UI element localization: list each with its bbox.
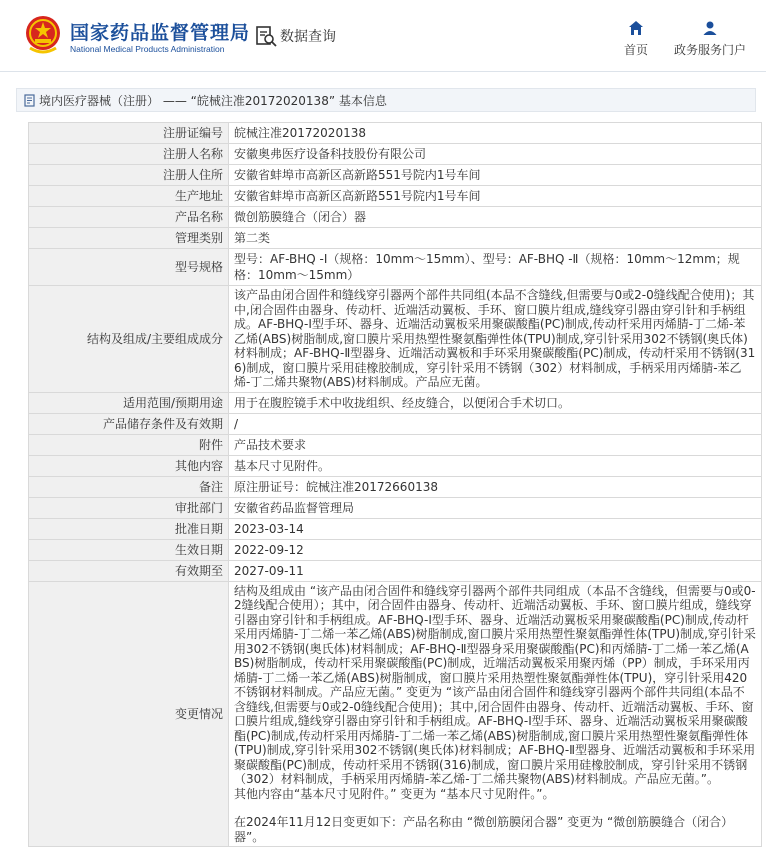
table-row xyxy=(29,455,762,476)
field-label: 管理类别 xyxy=(29,228,229,249)
table-row xyxy=(29,165,762,186)
field-label: 产品名称 xyxy=(29,207,229,228)
table-row xyxy=(29,123,762,144)
approval-department: 安徽省药品监督管理局 xyxy=(229,497,762,518)
table-row xyxy=(29,497,762,518)
site-header xyxy=(0,0,766,72)
product-name: 微创筋膜缝合（闭合）器 xyxy=(229,207,762,228)
change-name-text: 在2024年11月12日变更如下：产品名称由 “微创筋膜闭合器” 变更为 “微创筋膜缝合（闭合）器”。 xyxy=(234,815,734,844)
table-row xyxy=(29,434,762,455)
table-row xyxy=(29,539,762,560)
table-row xyxy=(29,228,762,249)
registrant-name: 安徽奥弗医疗设备科技股份有限公司 xyxy=(229,144,762,165)
change-other-text: 其他内容由“基本尺寸见附件。” 变更为 “基本尺寸见附件。”。 xyxy=(234,786,555,801)
field-label: 附件 xyxy=(29,434,229,455)
table-row xyxy=(29,249,762,286)
registrant-address: 安徽省蚌埠市高新区高新路551号院内1号车间 xyxy=(229,165,762,186)
document-icon xyxy=(23,94,36,107)
field-label: 型号规格 xyxy=(29,249,229,286)
approval-date: 2023-03-14 xyxy=(229,518,762,539)
table-row xyxy=(29,186,762,207)
field-label: 适用范围/预期用途 xyxy=(29,392,229,413)
production-address: 安徽省蚌埠市高新区高新路551号院内1号车间 xyxy=(229,186,762,207)
nav-home[interactable] xyxy=(624,20,648,58)
home-icon xyxy=(628,20,644,36)
field-label: 注册人名称 xyxy=(29,144,229,165)
remarks: 原注册证号：皖械注准20172660138 xyxy=(229,476,762,497)
data-query-label: 数据查询 xyxy=(280,29,336,45)
table-row xyxy=(29,560,762,581)
field-label: 生产地址 xyxy=(29,186,229,207)
change-history xyxy=(229,581,762,847)
table-row xyxy=(29,581,762,847)
field-label: 变更情况 xyxy=(29,581,229,847)
field-label: 备注 xyxy=(29,476,229,497)
site-title: 国家药品监督管理局 xyxy=(70,22,251,44)
table-row xyxy=(29,476,762,497)
user-icon xyxy=(702,20,718,36)
table-row xyxy=(29,207,762,228)
expiry-date: 2027-09-11 xyxy=(229,560,762,581)
effective-date: 2022-09-12 xyxy=(229,539,762,560)
other-content: 基本尺寸见附件。 xyxy=(229,455,762,476)
table-row xyxy=(29,286,762,393)
field-label: 产品储存条件及有效期 xyxy=(29,413,229,434)
nav-service-portal[interactable] xyxy=(674,20,746,58)
document-search-icon xyxy=(254,24,278,48)
table-row xyxy=(29,518,762,539)
attachment: 产品技术要求 xyxy=(229,434,762,455)
model-specification: 型号：AF-BHQ -Ⅰ（规格：10mm～15mm）、型号：AF-BHQ -Ⅱ（规格：10mm～12mm；规格：10mm～15mm） xyxy=(229,249,762,286)
field-label: 批准日期 xyxy=(29,518,229,539)
management-category: 第二类 xyxy=(229,228,762,249)
data-query-link[interactable] xyxy=(254,24,336,48)
storage-validity: / xyxy=(229,413,762,434)
change-structure-text: 结构及组成由 “该产品由闭合固件和缝线穿引器两个部件共同组成（本品不含缝线，但需要与0或0-2缝线配合使用）；其中，闭合固件由器身、传动杆、近端活动翼板、手环、窗口膜片组成，缝线穿引器由穿引针和手柄组成。AF-BHQ-Ⅰ型手环、器身、近端活动翼板采用聚碳酸酯(PC)制成,传动杆采用丙烯腈-丁二烯一苯乙烯(ABS)树脂制成,窗口膜片采用热塑性聚氨酯弹性体(TPU)制成,穿引针采用302不锈钢(奥氏体)材料制成；AF-BHQ-Ⅱ型器身采用聚碳酸酯(PC)和丙烯腈-丁二烯一苯乙烯(ABS)树脂制成，传动杆采用聚碳酸酯(PC)制成，近端活动翼板采用聚丙烯（PP）制成，手环采用丙烯腈-丁二烯一苯乙烯(ABS)树脂制成，窗口膜片采用热塑性聚氨酯弹性体(TPU)，穿引针采用420不锈钢材料制成。产品应无菌。” 变更为 “该产品由闭合固件和缝线穿引器两个部件共同组(本品不含缝线,但需要与0或2-0缝线配合使用)；其中,闭合固件由器身、传动杆、近端活动翼板、手环、窗口膜片组成,缝线穿引器由穿引针和手柄组成。AF-BHQ-Ⅰ型手环、器身、近端活动翼板采用聚碳酸酯(PC)制成,传动杆采用丙烯腈-丁二烯一苯乙烯(ABS)树脂制成,窗口膜片采用热塑性聚氨酯弹性体(TPU)制成,穿引针采用302不锈钢(奥氏体)材料制成；AF-BHQ-Ⅱ型器身、近端活动翼板和手环采用聚碳酸酯(PC)制成，传动杆采用不锈钢(316)制成，窗口膜片采用硅橡胶制成，穿引针采用不锈钢（302）材料制成，手柄采用丙烯腈-苯乙烯-丁二烯共聚物(ABS)材料制成。产品应无菌。”。 xyxy=(234,583,756,786)
field-label: 生效日期 xyxy=(29,539,229,560)
field-label: 审批部门 xyxy=(29,497,229,518)
field-label: 有效期至 xyxy=(29,560,229,581)
registration-number: 皖械注准20172020138 xyxy=(229,123,762,144)
field-label: 注册人住所 xyxy=(29,165,229,186)
breadcrumb xyxy=(16,88,756,112)
registration-detail-table xyxy=(28,122,762,847)
national-emblem-icon xyxy=(24,14,62,56)
table-row xyxy=(29,392,762,413)
field-label: 注册证编号 xyxy=(29,123,229,144)
spacer xyxy=(234,801,756,815)
breadcrumb-text: 境内医疗器械（注册） —— “皖械注准20172020138” 基本信息 xyxy=(39,93,387,108)
field-label: 其他内容 xyxy=(29,455,229,476)
table-row xyxy=(29,413,762,434)
nav-home-label: 首页 xyxy=(623,43,648,57)
field-label: 结构及组成/主要组成成分 xyxy=(29,286,229,393)
top-nav xyxy=(598,20,746,58)
intended-use: 用于在腹腔镜手术中收拢组织、经皮缝合，以便闭合手术切口。 xyxy=(229,392,762,413)
structure-composition: 该产品由闭合固件和缝线穿引器两个部件共同组(本品不含缝线,但需要与0或2-0缝线配合使用)；其中,闭合固件由器身、传动杆、近端活动翼板、手环、窗口膜片组成,缝线穿引器由穿引针和手柄组成。AF-BHQ-Ⅰ型手环、器身、近端活动翼板采用聚碳酸酯(PC)制成,传动杆采用丙烯腈-丁二烯-苯乙烯(ABS)树脂制成,窗口膜片采用热塑性聚氨酯弹性体(TPU)制成,穿引针采用302不锈钢(奥氏体)材料制成；AF-BHQ-Ⅱ型器身、近端活动翼板和手环采用聚碳酸酯(PC)制成，传动杆采用不锈钢(316)制成，窗口膜片采用硅橡胶制成，穿引针采用不锈钢（302）材料制成，手柄采用丙烯腈-苯乙烯-丁二烯共聚物(ABS)材料制成。产品应无菌。 xyxy=(229,286,762,393)
table-row xyxy=(29,144,762,165)
nav-service-portal-label: 政务服务门户 xyxy=(673,43,746,57)
site-subtitle: National Medical Products Administration xyxy=(70,44,225,54)
